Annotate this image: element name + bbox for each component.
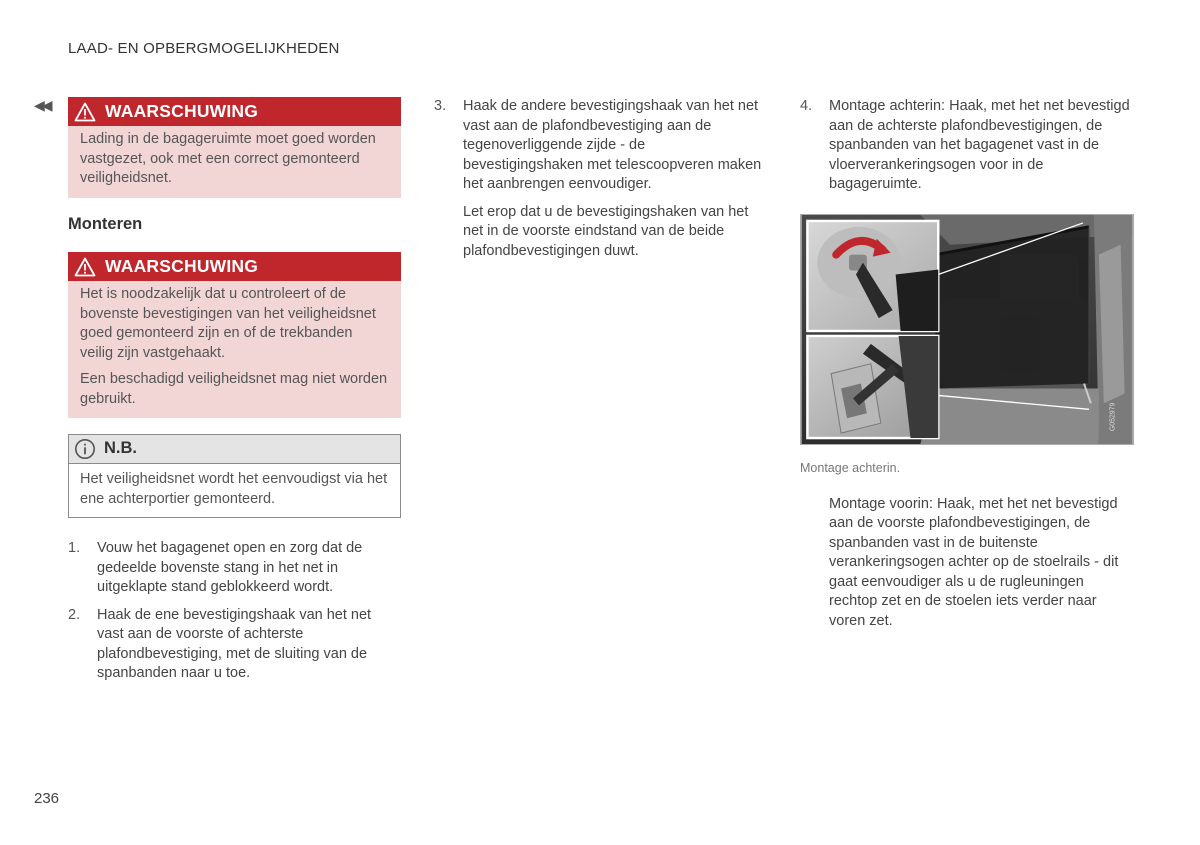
column-left: [68, 97, 401, 692]
list-item: [68, 606, 401, 684]
figure-caption: Montage achterin.: [800, 461, 901, 475]
warning-body: [68, 126, 401, 198]
step-text: Vouw het bagagenet open en zorg dat de gedeelde bovenste stang in het net in uitgeklapte stand geblokkeerd wordt.: [97, 540, 363, 595]
steps-list: [68, 539, 401, 684]
warning-title: WAARSCHUWING: [105, 100, 259, 121]
list-item: [800, 97, 1134, 195]
warning-body: [68, 281, 401, 418]
warning-text: Het is noodzakelijk dat u controleert of de bovenste bevestigingen van het veiligheidsnet goed gemonteerd zijn en of de trekbanden veilig zijn vastgehaakt.: [80, 286, 376, 361]
step-number: 1.: [68, 540, 81, 556]
warning-box: [68, 252, 401, 418]
paragraph: Let erop dat u de bevestigingshaken van het net in de voorste eindstand van de beide plafondbevestigingen duwt.: [463, 203, 749, 259]
warning-triangle-icon: [74, 257, 96, 277]
step-number: 3.: [434, 98, 447, 114]
note-box: [68, 434, 401, 518]
note-body: Het veiligheidsnet wordt het eenvoudigst via het ene achterportier gemonteerd.: [80, 471, 388, 507]
warning-text: Lading in de bagageruimte moet goed worden vastgezet, ook met een correct gemonteerd veiligheidsnet.: [80, 131, 376, 186]
warning-header: [68, 97, 401, 126]
double-chevron-left-icon[interactable]: ◀◀: [34, 97, 50, 113]
list-item: [434, 97, 768, 195]
step-number: 4.: [800, 98, 813, 114]
paragraph: Montage voorin: Haak, met het net bevestigd aan de voorste plafondbevestigingen, de spanbanden vast in de buitenste verankeringsogen achter op de stoelrails - dit gaat eenvoudiger als u de rugleuningen rechtop zet en de stoelen iets verder naar voren zet.: [829, 495, 1119, 629]
steps-list: [800, 97, 1134, 195]
note-header: [69, 435, 400, 464]
info-circle-icon: [74, 438, 96, 460]
warning-box: [68, 97, 401, 198]
step-text: Haak de andere bevestigingshaak van het net vast aan de plafondbevestiging aan de tegenoverliggende zijde - de bevestigingshaken met telescoopveren maken het aanbrengen eenvoudiger.: [463, 98, 762, 192]
steps-list: [434, 97, 768, 195]
step-text: Haak de ene bevestigingshaak van het net vast aan de voorste of achterste plafondbevestiging, met de sluiting van de spanbanden naar u toe.: [97, 606, 372, 681]
figure-code: G052979: [1109, 402, 1117, 431]
figure-illustration: [800, 214, 1134, 445]
page-header-title: LAAD- EN OPBERGMOGELIJKHEDEN: [68, 40, 340, 57]
list-item: [68, 539, 401, 598]
warning-title: WAARSCHUWING: [105, 255, 259, 276]
column-right: [800, 97, 1134, 631]
note-title: N.B.: [104, 439, 137, 458]
step-text: Montage achterin: Haak, met het net bevestigd aan de achterste plafondbevestigingen, de spanbanden van het bagagenet vast in de vloerverankeringsogen voor in de bagageruimte.: [829, 98, 1130, 192]
column-middle: [434, 97, 768, 261]
step-number: 2.: [68, 606, 81, 623]
warning-triangle-icon: [74, 102, 96, 122]
warning-header: [68, 252, 401, 281]
warning-text: Een beschadigd veiligheidsnet mag niet worden gebruikt.: [80, 371, 388, 407]
section-heading: Monteren: [68, 214, 143, 233]
page-number: 236: [34, 790, 60, 807]
